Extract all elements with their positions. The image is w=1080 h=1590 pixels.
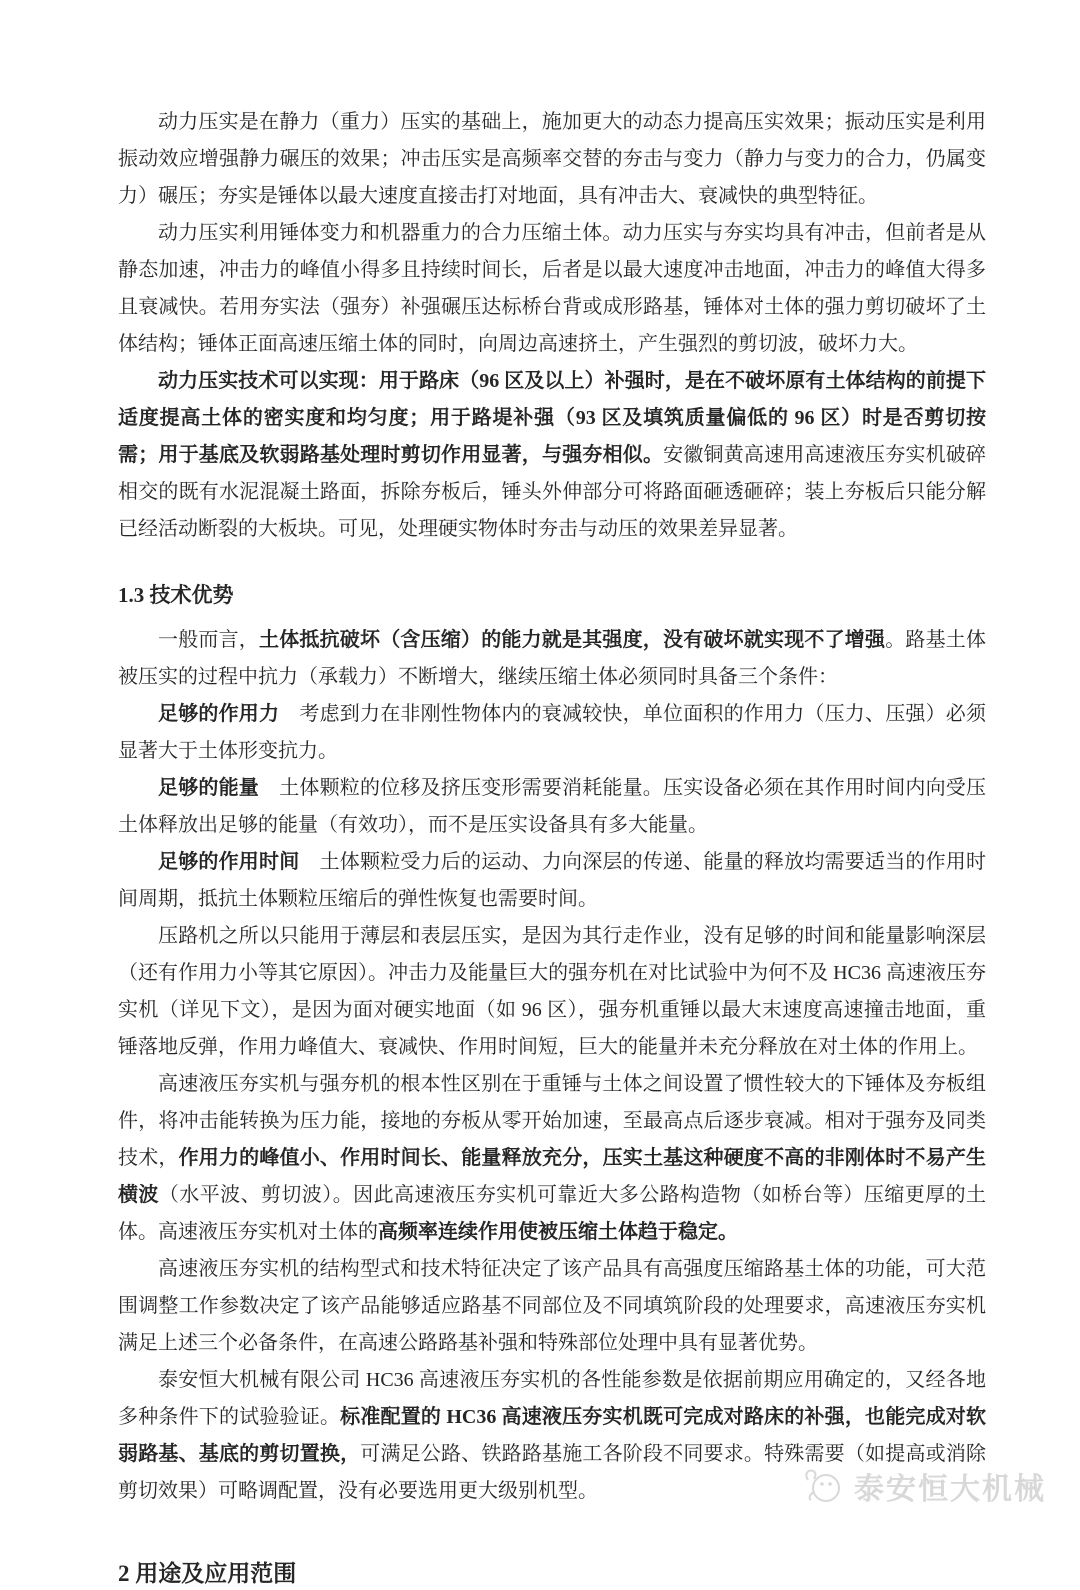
bold-text-run: 足够的作用时间 <box>158 851 300 873</box>
paragraph-dynamic-compaction-capability <box>118 363 986 548</box>
text-run: 动力压实利用锤体变力和机器重力的合力压缩土体。动力压实与夯实均具有冲击，但前者是从静态加速，冲击力的峰值小得多且持续时间长，后者是以最大速度冲击地面，冲击力的峰值大得多且衰减快。若用夯实法（强夯）补强碾压达标桥台背或成形路基，锤体对土体的强力剪切破坏了土体结构；锤体正面高速压缩土体的同时，向周边高速挤土，产生强烈的剪切波，破坏力大。 <box>118 222 986 355</box>
company-logo-icon <box>800 1466 846 1506</box>
section-heading-2 <box>118 1558 986 1590</box>
bold-text-run: 土体抵抗破坏（含压缩）的能力就是其强度，没有破坏就实现不了增强 <box>259 629 886 651</box>
text-run: 可满足公路、铁路路基施工各阶段不同要求。特殊需要（如提高或消除剪切效果）可略调配置，没有必要选用更大级别机型。 <box>118 1443 987 1502</box>
paragraph-condition-sufficient-force <box>118 696 986 770</box>
bold-text-run: 2 用途及应用范围 <box>118 1561 297 1586</box>
paragraph-condition-sufficient-energy <box>118 770 986 844</box>
company-watermark-text: 泰安恒大机械 <box>854 1473 1046 1506</box>
text-run: （水平波、剪切波）。因此高速液压夯实机可靠近大多公路构造物（如桥台等）压缩更厚的土体。高速液压夯实机对土体的 <box>118 1184 987 1243</box>
bold-text-run: 足够的能量 <box>158 777 259 799</box>
text-run: 一般而言， <box>158 629 259 651</box>
bold-text-run: 作用力的峰值小、作用时间长、能量释放充分，压实土基这种硬度不高的非刚体时不易产生横波 <box>118 1147 987 1206</box>
bold-text-run: 1.3 技术优势 <box>118 583 234 607</box>
text-run: 泰安恒大机械有限公司 HC36 高速液压夯实机的各性能参数是依据前期应用确定的，又经各地多种条件下的试验验证。 <box>118 1369 986 1428</box>
bold-text-run: 足够的作用力 <box>158 703 280 725</box>
bold-text-run: 标准配置的 HC36 高速液压夯实机既可完成对路床的补强，也能完成对软弱路基、基底的剪切置换， <box>118 1406 987 1465</box>
text-run: 考虑到力在非刚性物体内的衰减较快，单位面积的作用力（压力、压强）必须显著大于土体形变抗力。 <box>118 703 987 762</box>
text-run: 土体颗粒受力后的运动、力向深层的传递、能量的释放均需要适当的作用时间周期，抵抗土体颗粒压缩后的弹性恢复也需要时间。 <box>118 851 987 910</box>
text-run: 高速液压夯实机与强夯机的根本性区别在于重锤与土体之间设置了惯性较大的下锤体及夯板组件，将冲击能转换为压力能，接地的夯板从零开始加速，至最高点后逐步衰减。相对于强夯及同类技术， <box>118 1073 986 1169</box>
section-heading-1-3 <box>118 580 986 610</box>
bold-text-run: 高频率连续作用使被压缩土体趋于稳定。 <box>378 1221 738 1243</box>
text-run: 压路机之所以只能用于薄层和表层压实，是因为其行走作业，没有足够的时间和能量影响深层（还有作用力小等其它原因）。冲击力及能量巨大的强夯机在对比试验中为何不及 HC36 高速液压夯实机（详见下文），是因为面对硬实地面（如 96 区），强夯机重锤以最大末速度高速撞击地面，重锤落地反弹，作用力峰值大、衰减快、作用时间短，巨大的能量并未充分释放在对土体的作用上。 <box>118 925 986 1058</box>
paragraph-fundamental-difference <box>118 1066 986 1251</box>
paragraph-roller-limitation <box>118 918 986 1066</box>
text-run: 高速液压夯实机的结构型式和技术特征决定了该产品具有高强度压缩路基土体的功能，可大范围调整工作参数决定了该产品能够适应路基不同部位及不同填筑阶段的处理要求，高速液压夯实机满足上述三个必备条件，在高速公路路基补强和特殊部位处理中具有显著优势。 <box>118 1258 986 1354</box>
text-run: 动力压实是在静力（重力）压实的基础上，施加更大的动态力提高压实效果；振动压实是利用振动效应增强静力碾压的效果；冲击压实是高频率交替的夯击与变力（静力与变力的合力，仍属变力）碾压；夯实是锤体以最大速度直接击打对地面，具有冲击大、衰减快的典型特征。 <box>118 111 986 207</box>
paragraph-dynamic-compaction-basis <box>118 104 986 215</box>
paragraph-condition-sufficient-time <box>118 844 986 918</box>
paragraph-structural-advantages <box>118 1251 986 1362</box>
bold-text-run: 动力压实技术可以实现：用于路床（96 区及以上）补强时，是在不破坏原有土体结构的前提下适度提高土体的密实度和均匀度；用于路堤补强（93 区及填筑质量偏低的 96 区）时是否剪切按需；用于基底及软弱路基处理时剪切作用显著，与强夯相似。 <box>118 370 986 466</box>
text-run: 土体颗粒的位移及挤压变形需要消耗能量。压实设备必须在其作用时间内向受压土体释放出足够的能量（有效功），而不是压实设备具有多大能量。 <box>118 777 986 836</box>
document-page <box>118 104 986 1590</box>
paragraph-dynamic-vs-tamping <box>118 215 986 363</box>
paragraph-strength-principle <box>118 622 986 696</box>
text-run: 安徽铜黄高速用高速液压夯实机破碎相交的既有水泥混凝土路面，拆除夯板后，锤头外伸部分可将路面砸透砸碎；装上夯板后只能分解已经活动断裂的大板块。可见，处理硬实物体时夯击与动压的效果差异显著。 <box>118 444 987 540</box>
text-run: 。路基土体被压实的过程中抗力（承载力）不断增大，继续压缩土体必须同时具备三个条件： <box>118 629 987 688</box>
document-body <box>118 104 986 1590</box>
company-watermark <box>800 1464 1046 1508</box>
